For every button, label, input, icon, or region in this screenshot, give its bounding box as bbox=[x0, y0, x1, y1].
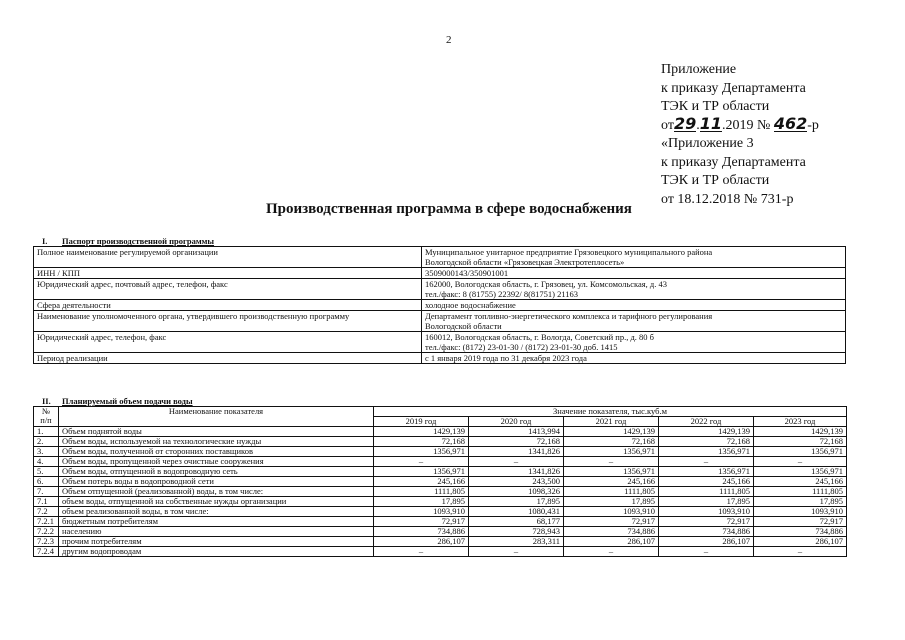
row-value: 286,107 bbox=[754, 537, 847, 547]
row-number: 7. bbox=[34, 487, 59, 497]
row-name: Объем воды, пропущенной через очистные сооружения bbox=[59, 457, 374, 467]
row-value: 1429,139 bbox=[374, 427, 469, 437]
row-value: 286,107 bbox=[564, 537, 659, 547]
row-value: – bbox=[469, 457, 564, 467]
row-value: 72,917 bbox=[564, 517, 659, 527]
row-value: 72,168 bbox=[564, 437, 659, 447]
row-number: 7.2.3 bbox=[34, 537, 59, 547]
passport-value-line: Вологодской области bbox=[425, 321, 502, 331]
row-value: 1413,994 bbox=[469, 427, 564, 437]
column-header-year: 2022 год bbox=[659, 417, 754, 427]
row-value: – bbox=[374, 547, 469, 557]
column-header-name: Наименование показателя bbox=[59, 407, 374, 427]
section1-heading bbox=[42, 236, 214, 246]
row-name: Объем воды, полученной от сторонних поставщиков bbox=[59, 447, 374, 457]
row-value: 1080,431 bbox=[469, 507, 564, 517]
row-value: 1356,971 bbox=[659, 447, 754, 457]
row-value: 245,166 bbox=[659, 477, 754, 487]
appendix-line: от 18.12.2018 № 731-р bbox=[661, 191, 794, 207]
row-value: 72,168 bbox=[469, 437, 564, 447]
passport-value bbox=[422, 353, 846, 364]
row-value: – bbox=[754, 457, 847, 467]
section2-heading bbox=[42, 396, 193, 406]
passport-table bbox=[33, 246, 846, 364]
column-header-year: 2023 год bbox=[754, 417, 847, 427]
passport-value-line: Муниципальное унитарное предприятие Грязовецкого муниципального района bbox=[425, 247, 713, 257]
row-value: 1429,139 bbox=[659, 427, 754, 437]
date-prefix: от bbox=[661, 117, 674, 133]
passport-row bbox=[34, 268, 846, 279]
appendix-date-line bbox=[661, 113, 819, 136]
section1-title: Паспорт производственной программы bbox=[62, 236, 215, 246]
row-name: прочим потребителям bbox=[59, 537, 374, 547]
section2-title: Планируемый объем подачи воды bbox=[62, 396, 193, 406]
table-row bbox=[34, 487, 847, 497]
row-name: Объем воды, используемой на технологические нужды bbox=[59, 437, 374, 447]
row-value: 286,107 bbox=[374, 537, 469, 547]
table-row bbox=[34, 537, 847, 547]
row-name: Объем отпущенной (реализованной) воды, в том числе: bbox=[59, 487, 374, 497]
passport-key: ИНН / КПП bbox=[34, 268, 422, 279]
row-value: – bbox=[374, 457, 469, 467]
row-value: 72,168 bbox=[754, 437, 847, 447]
passport-row bbox=[34, 311, 846, 332]
table-row bbox=[34, 547, 847, 557]
table-row bbox=[34, 507, 847, 517]
table-row bbox=[34, 497, 847, 507]
table-row bbox=[34, 467, 847, 477]
row-value: 1356,971 bbox=[659, 467, 754, 477]
row-number: 4. bbox=[34, 457, 59, 467]
passport-value-line: 160012, Вологодская область, г. Вологда, Советский пр., д. 80 б bbox=[425, 332, 655, 342]
row-value: 17,895 bbox=[754, 497, 847, 507]
row-value: 1356,971 bbox=[564, 447, 659, 457]
row-name: населению bbox=[59, 527, 374, 537]
passport-key: Наименование уполномоченного органа, утвердившего производственную программу bbox=[34, 311, 422, 332]
appendix-line: Приложение bbox=[661, 62, 737, 77]
row-value: 68,177 bbox=[469, 517, 564, 527]
passport-key: Юридический адрес, почтовый адрес, телефон, факс bbox=[34, 279, 422, 300]
row-value: – bbox=[659, 547, 754, 557]
passport-row bbox=[34, 247, 846, 268]
passport-value bbox=[422, 268, 846, 279]
row-value: 728,943 bbox=[469, 527, 564, 537]
row-value: 734,886 bbox=[754, 527, 847, 537]
row-number: 5. bbox=[34, 467, 59, 477]
passport-value bbox=[422, 247, 846, 268]
row-name: объем воды, отпущенной на собственные нужды организации bbox=[59, 497, 374, 507]
passport-value-line: холодное водоснабжение bbox=[425, 300, 516, 310]
row-value: 283,311 bbox=[469, 537, 564, 547]
column-header-year: 2021 год bbox=[564, 417, 659, 427]
passport-value bbox=[422, 311, 846, 332]
row-value: 245,166 bbox=[374, 477, 469, 487]
handwritten-day: 29 bbox=[673, 113, 697, 133]
row-value: 72,917 bbox=[659, 517, 754, 527]
table-row bbox=[34, 527, 847, 537]
row-name: Объем поднятой воды bbox=[59, 427, 374, 437]
row-number: 7.2 bbox=[34, 507, 59, 517]
row-value: 1356,971 bbox=[564, 467, 659, 477]
row-value: 1111,805 bbox=[564, 487, 659, 497]
table-header-row bbox=[34, 407, 847, 417]
passport-value bbox=[422, 300, 846, 311]
row-name: Объем потерь воды в водопроводной сети bbox=[59, 477, 374, 487]
row-value: – bbox=[564, 457, 659, 467]
passport-key: Сфера деятельности bbox=[34, 300, 422, 311]
passport-value-line: с 1 января 2019 года по 31 декабря 2023 года bbox=[425, 353, 587, 363]
row-name: объем реализованной воды, в том числе: bbox=[59, 507, 374, 517]
row-value: 1093,910 bbox=[659, 507, 754, 517]
row-value: 1093,910 bbox=[374, 507, 469, 517]
column-header-year: 2019 год bbox=[374, 417, 469, 427]
row-name: Объем воды, отпущенной в водопроводную сеть bbox=[59, 467, 374, 477]
row-value: – bbox=[754, 547, 847, 557]
row-name: бюджетным потребителям bbox=[59, 517, 374, 527]
passport-row bbox=[34, 353, 846, 364]
column-header-year: 2020 год bbox=[469, 417, 564, 427]
row-name: другим водопроводам bbox=[59, 547, 374, 557]
row-value: 734,886 bbox=[374, 527, 469, 537]
passport-value-line: 3509000143/350901001 bbox=[425, 268, 509, 278]
table-row bbox=[34, 427, 847, 437]
passport-value-line: 162000, Вологодская область, г. Грязовец, ул. Комсомольская, д. 43 bbox=[425, 279, 667, 289]
appendix-header bbox=[661, 61, 819, 209]
row-value: 1093,910 bbox=[564, 507, 659, 517]
row-value: 1429,139 bbox=[754, 427, 847, 437]
table-row bbox=[34, 457, 847, 467]
row-value: 72,917 bbox=[754, 517, 847, 527]
appendix-line: к приказу Департамента bbox=[661, 154, 806, 170]
passport-row bbox=[34, 279, 846, 300]
order-suffix: -р bbox=[807, 117, 819, 133]
row-value: 1356,971 bbox=[374, 467, 469, 477]
passport-key: Период реализации bbox=[34, 353, 422, 364]
appendix-line: к приказу Департамента bbox=[661, 80, 806, 96]
row-number: 6. bbox=[34, 477, 59, 487]
appendix-line: ТЭК и ТР области bbox=[661, 99, 770, 114]
row-value: 17,895 bbox=[564, 497, 659, 507]
row-value: 1429,139 bbox=[564, 427, 659, 437]
passport-value bbox=[422, 332, 846, 353]
row-value: 734,886 bbox=[564, 527, 659, 537]
row-value: 1356,971 bbox=[754, 447, 847, 457]
row-value: 72,168 bbox=[374, 437, 469, 447]
row-value: – bbox=[659, 457, 754, 467]
row-value: 72,168 bbox=[659, 437, 754, 447]
passport-value-line: тел./факс: (8172) 23-01-30 / (8172) 23-01-30 доб. 1415 bbox=[425, 342, 618, 352]
passport-row bbox=[34, 332, 846, 353]
row-value: 286,107 bbox=[659, 537, 754, 547]
section1-number: I. bbox=[42, 236, 48, 246]
row-value: – bbox=[469, 547, 564, 557]
table-row bbox=[34, 447, 847, 457]
passport-value-line: тел./факс: 8 (81755) 22392/ 8(81751) 21163 bbox=[425, 289, 579, 299]
row-number: 3. bbox=[34, 447, 59, 457]
column-header-no: № п/п bbox=[34, 407, 59, 427]
row-value: 1341,826 bbox=[469, 447, 564, 457]
row-value: 1111,805 bbox=[374, 487, 469, 497]
row-number: 7.2.1 bbox=[34, 517, 59, 527]
passport-value-line: Департамент топливно-энергетического комплекса и тарифного регулирования bbox=[425, 311, 713, 321]
table-row bbox=[34, 517, 847, 527]
row-value: 1341,826 bbox=[469, 467, 564, 477]
row-value: 1356,971 bbox=[754, 467, 847, 477]
row-value: 1111,805 bbox=[659, 487, 754, 497]
handwritten-month: 11 bbox=[699, 113, 722, 133]
row-value: 1093,910 bbox=[754, 507, 847, 517]
date-year: .2019 № bbox=[721, 117, 771, 133]
row-value: 1111,805 bbox=[754, 487, 847, 497]
document-title: Производственная программа в сфере водоснабжения bbox=[266, 201, 632, 217]
row-value: 72,917 bbox=[374, 517, 469, 527]
handwritten-order-number: 462 bbox=[773, 113, 808, 133]
table-row bbox=[34, 477, 847, 487]
row-value: – bbox=[564, 547, 659, 557]
passport-key: Юридический адрес, телефон, факс bbox=[34, 332, 422, 353]
row-number: 1. bbox=[34, 427, 59, 437]
appendix-line: ТЭК и ТР области bbox=[661, 173, 770, 188]
page-number: 2 bbox=[446, 34, 452, 46]
row-value: 17,895 bbox=[469, 497, 564, 507]
row-value: 1098,326 bbox=[469, 487, 564, 497]
row-number: 7.2.4 bbox=[34, 547, 59, 557]
row-value: 243,500 bbox=[469, 477, 564, 487]
passport-value-line: Вологодской области «Грязовецкая Электротеплосеть» bbox=[425, 257, 625, 267]
row-value: 17,895 bbox=[659, 497, 754, 507]
row-value: 734,886 bbox=[659, 527, 754, 537]
table-row bbox=[34, 437, 847, 447]
row-number: 2. bbox=[34, 437, 59, 447]
row-value: 17,895 bbox=[374, 497, 469, 507]
row-value: 1356,971 bbox=[374, 447, 469, 457]
passport-row bbox=[34, 300, 846, 311]
row-value: 245,166 bbox=[754, 477, 847, 487]
appendix-line: «Приложение 3 bbox=[661, 136, 754, 151]
passport-key: Полное наименование регулируемой организации bbox=[34, 247, 422, 268]
water-supply-plan-table bbox=[33, 406, 847, 557]
row-number: 7.2.2 bbox=[34, 527, 59, 537]
row-number: 7.1 bbox=[34, 497, 59, 507]
passport-value bbox=[422, 279, 846, 300]
date-dot: . bbox=[696, 117, 700, 133]
column-header-value: Значение показателя, тыс.куб.м bbox=[374, 407, 847, 417]
row-value: 245,166 bbox=[564, 477, 659, 487]
section2-number: II. bbox=[42, 396, 51, 406]
